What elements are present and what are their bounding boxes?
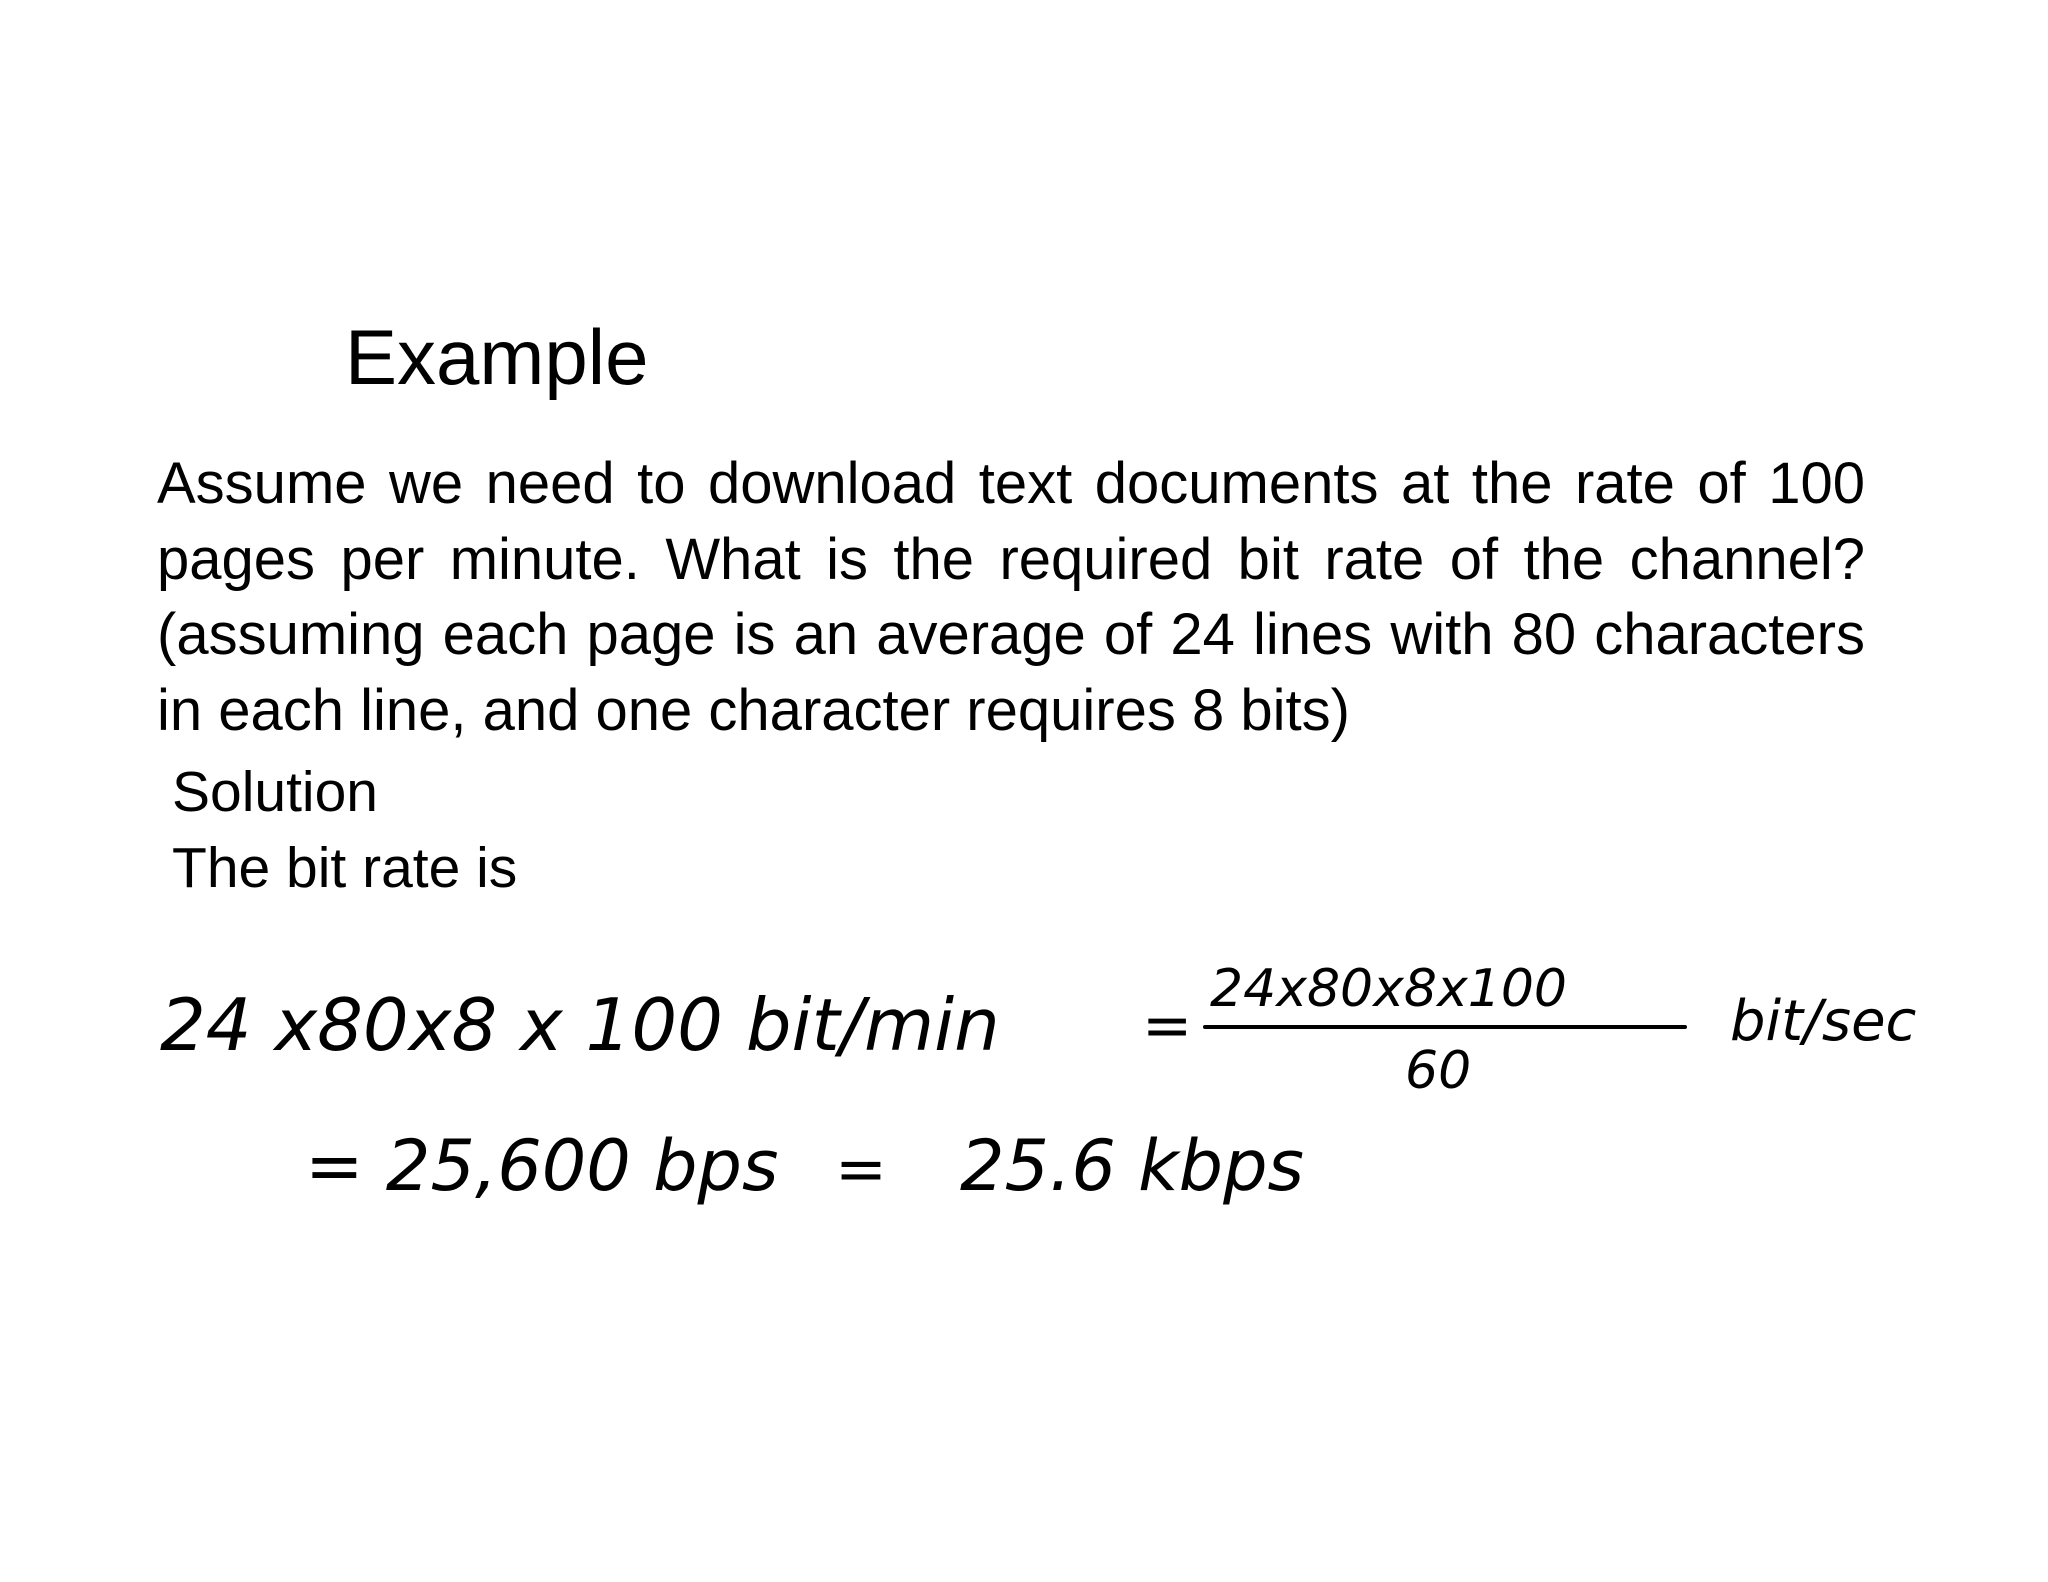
solution-label: Solution [172, 760, 378, 824]
handwritten-equals-1: = [1142, 991, 1193, 1061]
bit-rate-label: The bit rate is [172, 836, 518, 900]
handwritten-result-bps: = 25,600 bps [305, 1125, 779, 1207]
handwritten-fraction-numerator: 24x80x8x100 [1210, 959, 1567, 1019]
problem-statement: Assume we need to download text documents at the rate of 100 pages per minute. What is the required bit rate of the channel? (assuming each page is an average of 24 lines with 80 characters in each line, and one character requires 8 bits) [157, 451, 1865, 743]
handwritten-unit-bit-per-sec: bit/sec [1730, 989, 1917, 1054]
handwritten-fraction-denominator: 60 [1405, 1041, 1472, 1101]
slide-title: Example [345, 313, 649, 401]
handwritten-equals-2: = [835, 1132, 887, 1205]
handwritten-expression-lhs: 24 x80x8 x 100 bit/min [160, 983, 1000, 1067]
handwritten-result-kbps: 25.6 kbps [960, 1125, 1304, 1207]
